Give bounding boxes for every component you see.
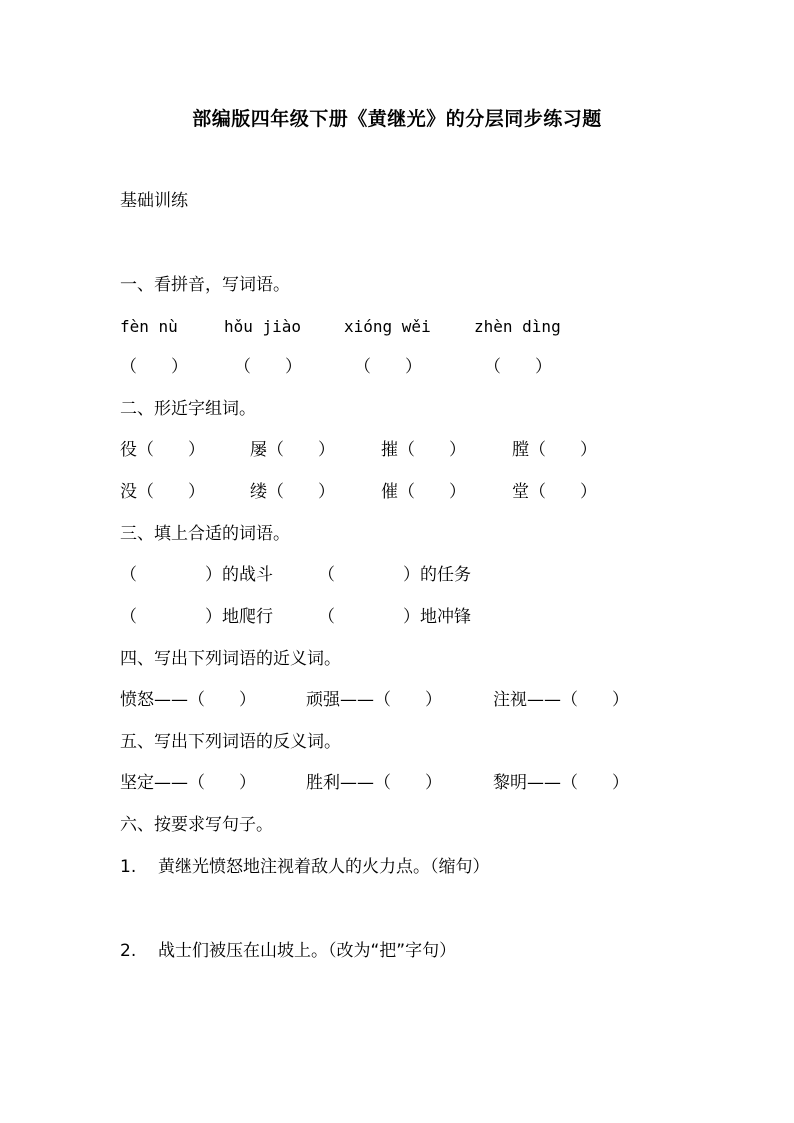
char-word-item[interactable]: 役（ ）: [120, 440, 205, 460]
char-word-item[interactable]: 催（ ）: [381, 482, 466, 502]
q3-heading: 三、填上合适的词语。: [120, 524, 290, 544]
synonym-item[interactable]: 愤怒——（ ）: [120, 690, 256, 710]
fill-phrase-item[interactable]: （ ）的任务: [318, 565, 471, 585]
q6-heading: 六、按要求写句子。: [120, 815, 273, 835]
answer-blank[interactable]: （ ）: [484, 357, 552, 377]
answer-blank[interactable]: （ ）: [120, 357, 188, 377]
answer-blank[interactable]: （ ）: [234, 357, 302, 377]
fill-phrase-item[interactable]: （ ）地冲锋: [318, 607, 471, 627]
section-heading: 基础训练: [120, 191, 188, 211]
char-word-item[interactable]: 屡（ ）: [250, 440, 335, 460]
synonym-item[interactable]: 顽强——（ ）: [306, 690, 442, 710]
synonym-item[interactable]: 注视——（ ）: [493, 690, 629, 710]
char-word-item[interactable]: 没（ ）: [120, 482, 205, 502]
fill-phrase-item[interactable]: （ ）地爬行: [120, 607, 273, 627]
char-word-item[interactable]: 缕（ ）: [250, 482, 335, 502]
antonym-item[interactable]: 胜利——（ ）: [306, 773, 442, 793]
q4-heading: 四、写出下列词语的近义词。: [120, 649, 341, 669]
char-word-item[interactable]: 堂（ ）: [512, 482, 597, 502]
item-number: 1.: [120, 857, 137, 877]
antonym-item[interactable]: 黎明——（ ）: [493, 773, 629, 793]
sentence-task: 战士们被压在山坡上。（改为“把”字句）: [158, 941, 457, 961]
q1-heading: 一、看拼音，写词语。: [120, 275, 290, 295]
pinyin-item: hǒu jiào: [224, 317, 302, 336]
pinyin-item: zhèn dìng: [474, 317, 561, 336]
pinyin-item: xióng wěi: [344, 317, 431, 336]
sentence-task: 黄继光愤怒地注视着敌人的火力点。（缩句）: [158, 857, 490, 877]
antonym-item[interactable]: 坚定——（ ）: [120, 773, 256, 793]
char-word-item[interactable]: 膛（ ）: [512, 440, 597, 460]
answer-blank[interactable]: （ ）: [354, 357, 422, 377]
char-word-item[interactable]: 摧（ ）: [381, 440, 466, 460]
q2-heading: 二、形近字组词。: [120, 399, 256, 419]
fill-phrase-item[interactable]: （ ）的战斗: [120, 565, 273, 585]
item-number: 2.: [120, 941, 137, 961]
page-title: 部编版四年级下册《黄继光》的分层同步练习题: [192, 108, 602, 130]
pinyin-item: fèn nù: [120, 317, 178, 336]
q5-heading: 五、写出下列词语的反义词。: [120, 732, 341, 752]
